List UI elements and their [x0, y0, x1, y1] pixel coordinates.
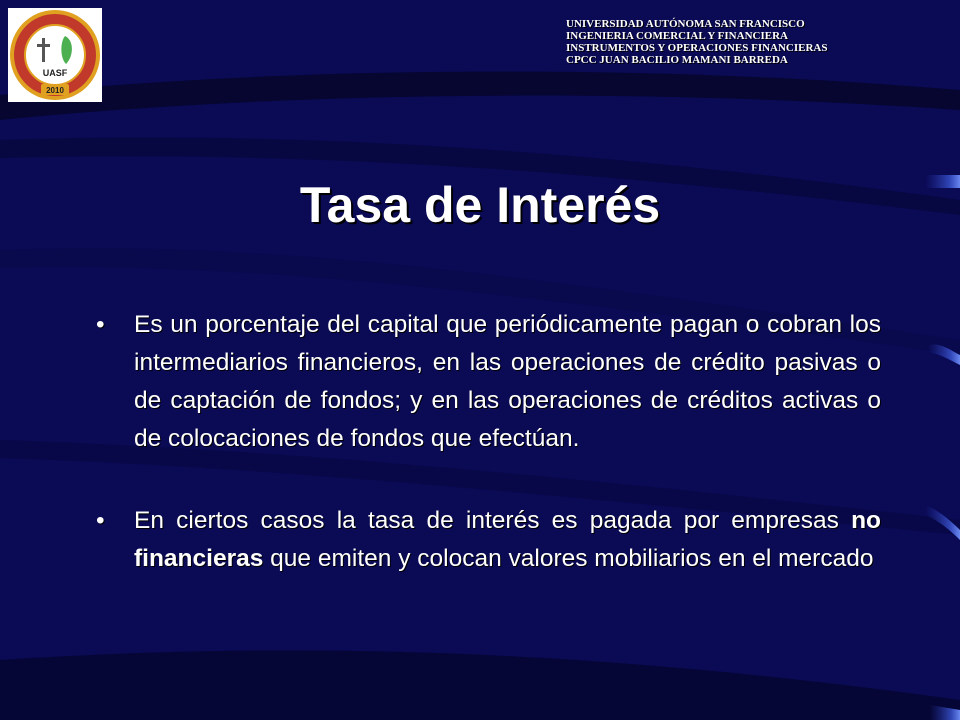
bullet-dot: • [96, 507, 105, 534]
university-logo [8, 8, 102, 102]
bullet-text: Es un porcentaje del capital que periódicamente pagan o cobran los intermediarios financieros, en las operaciones de crédito pasivas o de captación de fondos; y en las operaciones de créditos activas o de colocaciones de fondos que efectúan. [134, 311, 881, 452]
university-seal-icon [8, 8, 102, 102]
bullet-text-before: En ciertos casos la tasa de interés es pagada por empresas [134, 507, 852, 534]
header-line-course: INSTRUMENTOS Y OPERACIONES FINANCIERAS [566, 42, 828, 54]
svg-text:2010: 2010 [46, 86, 64, 95]
bullet-dot: • [96, 311, 105, 338]
header-line-instructor: CPCC JUAN BACILIO MAMANI BARREDA [566, 54, 788, 66]
bullet-text-after: que emiten y colocan valores mobiliarios en el mercado [263, 545, 874, 572]
slide-title: Tasa de Interés [299, 177, 661, 233]
svg-text:UASF: UASF [42, 68, 68, 78]
course-header [566, 18, 956, 66]
header-line-program: INGENIERIA COMERCIAL Y FINANCIERA [566, 30, 788, 42]
bullet-text-bold: no financieras [134, 507, 881, 572]
bullet-list [96, 306, 881, 622]
bullet-item [96, 502, 881, 578]
header-line-university: UNIVERSIDAD AUTÓNOMA SAN FRANCISCO [566, 18, 805, 30]
bullet-item [96, 306, 881, 458]
